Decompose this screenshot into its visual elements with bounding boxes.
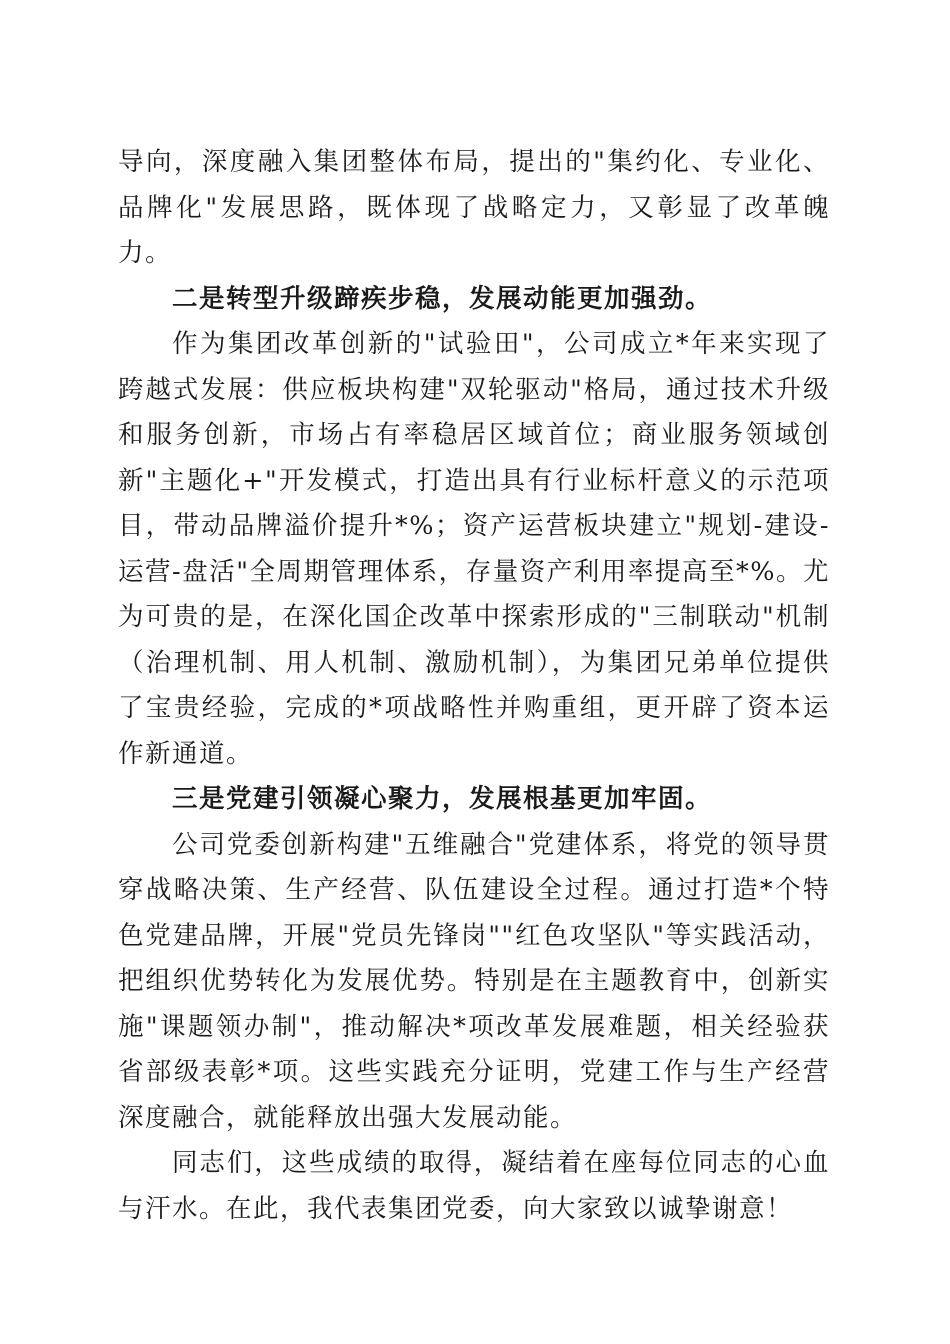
paragraph-closing: 同志们，这些成绩的取得，凝结着在座每位同志的心血与汗水。在此，我代表集团党委，向大家致以诚挚谢意！ [118,1148,830,1224]
paragraph-transformation: 作为集团改革创新的"试验田"，公司成立*年来实现了跨越式发展：供应板块构建"双轮驱动"格局，通过技术升级和服务创新，市场占有率稳居区域首位；商业服务领域创新"主题化+"开发模式，打造出具有行业标杆意义的示范项目，带动品牌溢价提升*%；资产运营板块建立"规划-建设-运营-盘活"全周期管理体系，存量资产利用率提高至*%。尤为可贵的是，在深化国企改革中探索形成的"三制联动"机制（治理机制、用人机制、激励机制），为集团兄弟单位提供了宝贵经验，完成的*项战略性并购重组，更开辟了资本运作新通道。 [118,329,830,769]
section-heading-3: 三是党建引领凝心聚力，发展根基更加牢固。 [172,784,713,814]
paragraph-continued: 导向，深度融入集团整体布局，提出的"集约化、专业化、品牌化"发展思路，既体现了战略定力，又彰显了改革魄力。 [118,147,830,268]
section-heading-2: 二是转型升级蹄疾步稳，发展动能更加强劲。 [172,283,713,314]
document-body [118,140,830,1232]
paragraph-party-building: 公司党委创新构建"五维融合"党建体系，将党的领导贯穿战略决策、生产经营、队伍建设全过程。通过打造*个特色党建品牌，开展"党员先锋岗""红色攻坚队"等实践活动，把组织优势转化为发展优势。特别是在主题教育中，创新实施"课题领办制"，推动解决*项改革发展难题，相关经验获省部级表彰*项。这些实践充分证明，党建工作与生产经营深度融合，就能释放出强大发展动能。 [118,829,830,1133]
